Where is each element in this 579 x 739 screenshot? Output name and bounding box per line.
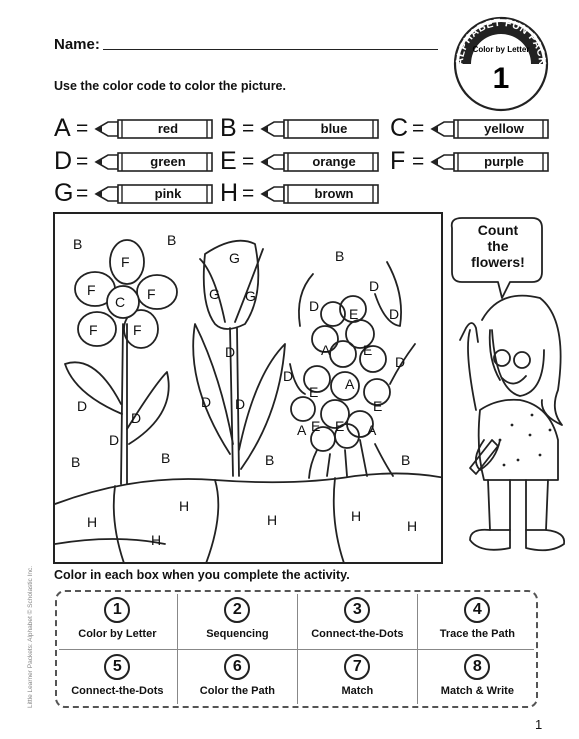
picture-label-d: D	[77, 398, 88, 414]
picture-label-d: D	[309, 298, 320, 314]
picture-label-d: D	[395, 354, 406, 370]
activity-box-8[interactable]	[417, 649, 538, 706]
picture-label-f: F	[121, 254, 130, 270]
code-equals: =	[412, 117, 425, 140]
activity-label: Trace the Path	[439, 628, 515, 640]
picture-label-f: F	[133, 322, 142, 338]
code-color-name: brown	[314, 186, 354, 201]
copyright-credit: Little Learner Packets: Alphabet © Scholastic Inc.	[27, 565, 34, 708]
alphabet-fun-pack-badge	[447, 8, 555, 116]
picture-label-d: D	[235, 396, 246, 412]
activity-checklist	[55, 590, 538, 708]
picture-label-e: E	[363, 342, 373, 358]
code-color-name: red	[157, 121, 179, 136]
code-color-name: pink	[154, 186, 182, 201]
picture-label-d: D	[109, 432, 120, 448]
activity-label: Connect-the-Dots	[311, 628, 404, 640]
picture-label-a: A	[367, 422, 377, 438]
code-letter: G	[54, 179, 74, 207]
picture-label-b: B	[401, 452, 411, 468]
picture-label-b: B	[265, 452, 275, 468]
picture-label-h: H	[267, 512, 278, 528]
picture-label-d: D	[389, 306, 400, 322]
code-letter: B	[220, 114, 237, 142]
picture-label-e: E	[309, 384, 319, 400]
code-letter: D	[54, 147, 73, 175]
activity-box-3[interactable]	[297, 592, 418, 649]
picture-label-g: G	[245, 288, 256, 304]
activity-box-7[interactable]	[297, 649, 418, 706]
picture-label-h: H	[151, 532, 162, 548]
code-letter: A	[54, 114, 71, 142]
code-letter: C	[390, 114, 409, 142]
code-equals: =	[76, 117, 89, 140]
activity-number: 8	[464, 654, 490, 680]
code-color-name: yellow	[484, 121, 524, 136]
picture-label-e: E	[335, 418, 345, 434]
badge-subtitle: Color by Letter	[472, 45, 530, 54]
picture-label-b: B	[71, 454, 81, 470]
activity-box-4[interactable]	[417, 592, 538, 649]
activity-number: 6	[224, 654, 250, 680]
picture-label-a: A	[321, 342, 331, 358]
activity-label: Color the Path	[199, 685, 275, 697]
picture-label-h: H	[179, 498, 190, 514]
color-by-letter-picture[interactable]	[53, 212, 443, 564]
code-equals: =	[76, 150, 89, 173]
code-color-name: orange	[312, 154, 356, 169]
checklist-title: Color in each box when you complete the activity.	[54, 568, 350, 582]
speech-bubble-line: Count	[477, 222, 519, 238]
code-letter: H	[220, 179, 239, 207]
picture-label-b: B	[167, 232, 177, 248]
code-equals: =	[242, 182, 255, 205]
code-equals: =	[412, 150, 425, 173]
picture-label-h: H	[87, 514, 98, 530]
picture-label-d: D	[369, 278, 380, 294]
speech-bubble-text	[452, 222, 544, 270]
picture-label-f: F	[89, 322, 98, 338]
activity-number: 3	[344, 597, 370, 623]
instruction-text: Use the color code to color the picture.	[54, 79, 286, 93]
code-color-name: purple	[484, 154, 524, 169]
picture-label-g: G	[229, 250, 240, 266]
badge-number: 1	[492, 62, 510, 95]
picture-label-a: A	[297, 422, 307, 438]
activity-box-5[interactable]	[57, 649, 178, 706]
picture-label-d: D	[131, 410, 142, 426]
speech-bubble-line: the	[487, 238, 509, 254]
picture-label-d: D	[283, 368, 294, 384]
picture-label-d: D	[201, 394, 212, 410]
picture-label-a: A	[345, 376, 355, 392]
code-equals: =	[76, 182, 89, 205]
code-equals: =	[242, 150, 255, 173]
activity-number: 5	[104, 654, 130, 680]
picture-label-b: B	[73, 236, 83, 252]
picture-label-e: E	[373, 398, 383, 414]
picture-label-h: H	[407, 518, 418, 534]
picture-label-c: C	[115, 294, 126, 310]
activity-number: 1	[104, 597, 130, 623]
code-color-name: green	[150, 154, 186, 169]
activity-box-6[interactable]	[177, 649, 298, 706]
activity-label: Match	[341, 685, 374, 697]
picture-drawing	[55, 214, 443, 564]
activity-label: Connect-the-Dots	[71, 685, 164, 697]
activity-label: Match & Write	[440, 685, 514, 697]
picture-label-f: F	[87, 282, 96, 298]
activity-label: Color by Letter	[78, 628, 157, 640]
picture-label-b: B	[161, 450, 171, 466]
activity-number: 2	[224, 597, 250, 623]
picture-label-g: G	[209, 286, 220, 302]
picture-label-e: E	[349, 306, 359, 322]
page-number: 1	[535, 717, 543, 732]
code-equals: =	[242, 117, 255, 140]
code-color-name: blue	[320, 121, 348, 136]
picture-label-d: D	[225, 344, 236, 360]
name-label: Name:	[54, 36, 100, 53]
speech-bubble-line: flowers!	[471, 254, 525, 270]
picture-label-b: B	[335, 248, 345, 264]
code-letter: F	[390, 147, 406, 175]
picture-label-f: F	[147, 286, 156, 302]
picture-label-h: H	[351, 508, 362, 524]
activity-number: 4	[464, 597, 490, 623]
activity-box-1[interactable]	[57, 592, 178, 649]
activity-box-2[interactable]	[177, 592, 298, 649]
activity-label: Sequencing	[206, 628, 269, 640]
picture-label-e: E	[311, 418, 321, 434]
code-letter: E	[220, 147, 237, 175]
badge-arc-text: ALPHABET FUN PACK	[453, 16, 549, 66]
name-line[interactable]	[103, 49, 438, 50]
activity-number: 7	[344, 654, 370, 680]
